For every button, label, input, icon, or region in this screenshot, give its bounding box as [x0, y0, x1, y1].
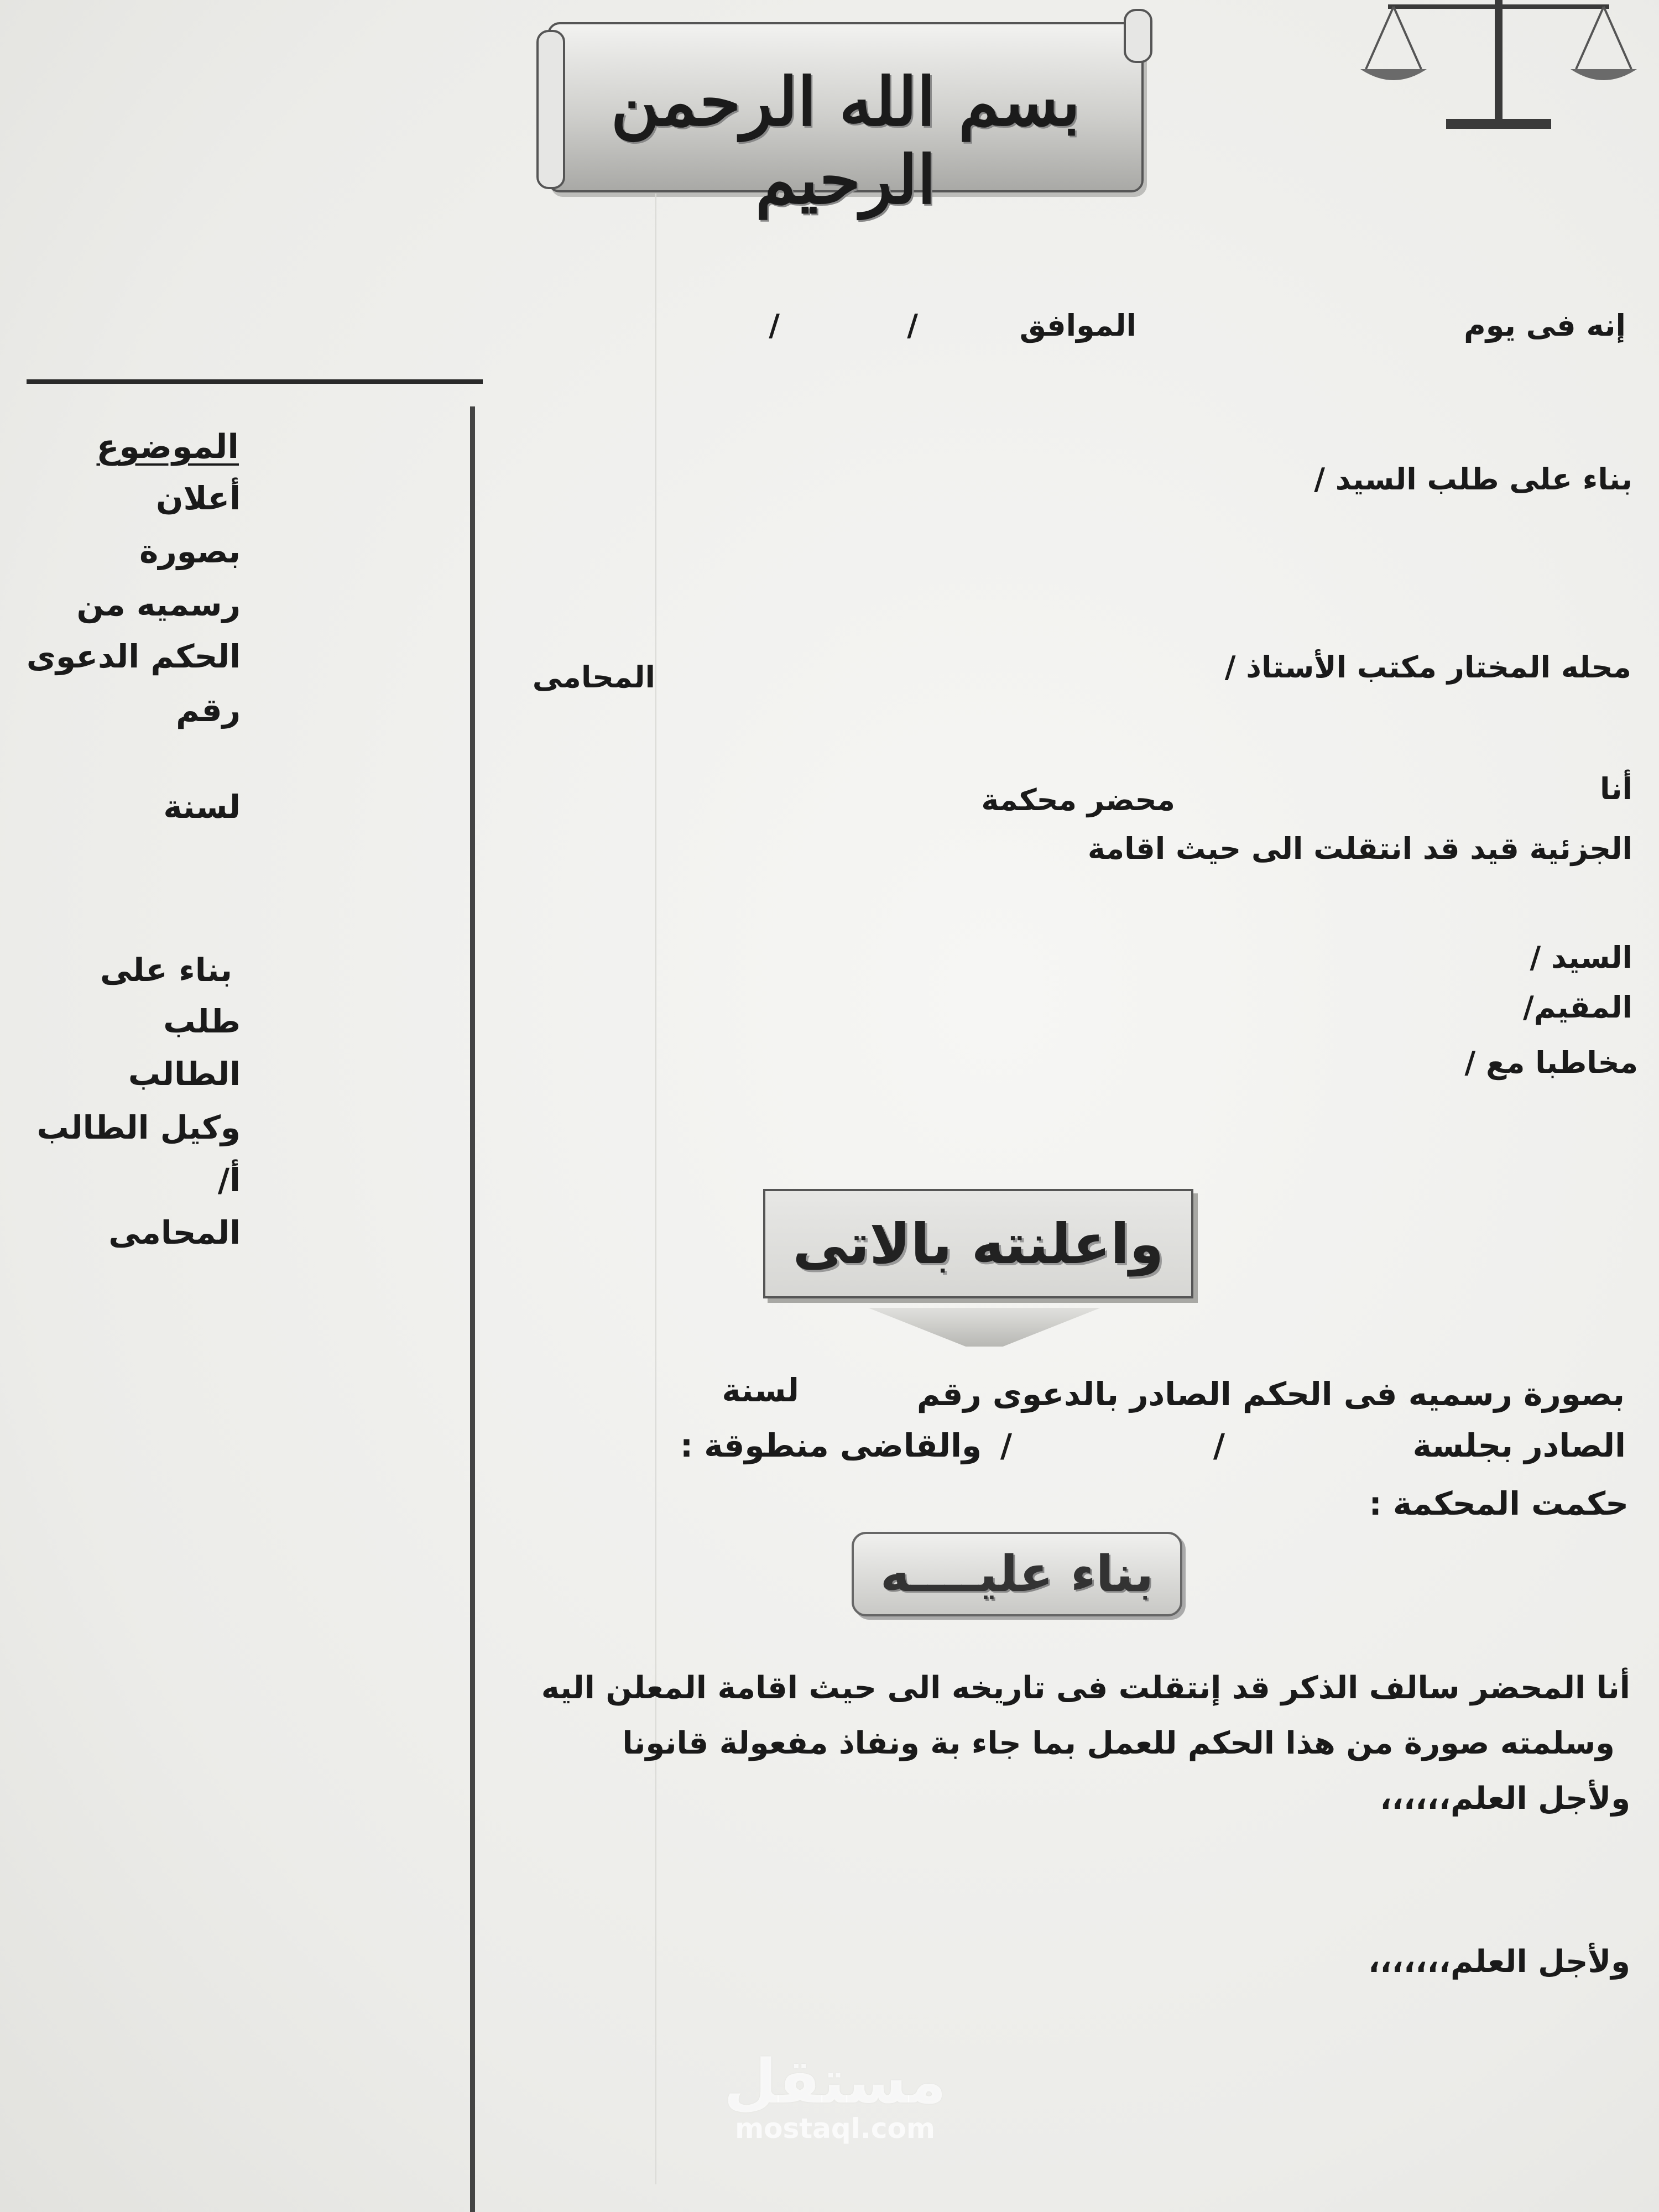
accordingly-box-label: بناء عليــــه [880, 1545, 1154, 1603]
sidebar-line: رقم [176, 691, 241, 729]
partial-court-line: الجزئية قيد قد انتقلت الى حيث اقامة [1087, 831, 1632, 866]
corresponding-label: الموافق [1019, 308, 1136, 343]
down-arrow-icon [868, 1308, 1100, 1347]
accordingly-box [852, 1532, 1182, 1616]
sidebar-divider [470, 406, 475, 2212]
copy-line-2: الصادر بجلسة [1412, 1427, 1626, 1464]
closing-line-3: ولأجل العلم،،،،،، [1380, 1781, 1630, 1817]
office-line: محله المختار مكتب الأستاذ / [1224, 650, 1631, 685]
date-label: إنه فى يوم [1464, 308, 1626, 343]
basmala-scroll [547, 22, 1144, 219]
copy-line-2-slash: / [1213, 1427, 1225, 1464]
date-slash: / [769, 308, 780, 343]
date-slash: / [907, 308, 918, 343]
scales-of-justice-icon [1355, 0, 1642, 133]
lawyer-label: المحامى [532, 660, 655, 695]
copy-line-2-ruling: والقاضى منطوقة : [680, 1427, 982, 1464]
announce-box-label: واعلنته بالاتى [792, 1211, 1164, 1276]
basmala-text: بسم الله الرحمن الرحيم [611, 63, 1081, 219]
sidebar-line: بصورة [139, 533, 241, 570]
sidebar-request-line: طلب [163, 1003, 241, 1040]
mister-label: السيد / [1530, 940, 1632, 975]
sidebar-request-line: وكيل الطالب [36, 1109, 241, 1146]
scroll-curl-right [1124, 9, 1152, 63]
copy-line-1-year: لسنة [722, 1371, 799, 1409]
watermark [719, 2046, 951, 2145]
request-line: بناء على طلب السيد / [1314, 462, 1632, 497]
sidebar-line: أعلان [155, 479, 241, 517]
sidebar-request-line: الطالب [128, 1055, 241, 1093]
copy-line-1: بصورة رسميه فى الحكم الصادر بالدعوى رقم [916, 1375, 1625, 1413]
sidebar-request-line: بناء على [100, 951, 232, 989]
sidebar-line: الحكم الدعوى [26, 638, 241, 675]
sidebar-line: رسميه من [76, 586, 241, 623]
announce-box [763, 1189, 1193, 1298]
sidebar-top-rule [27, 379, 483, 384]
copy-line-2-slash: / [1000, 1427, 1012, 1464]
closing-line-2: وسلمته صورة من هذا الحكم للعمل بما جاء بة ونفاذ مفعولة قانونا [622, 1725, 1615, 1761]
resident-label: المقيم/ [1523, 990, 1632, 1025]
fold-line [655, 194, 656, 2184]
i-am-label: أنا [1599, 771, 1632, 806]
copy-line-3: حكمت المحكمة : [1369, 1485, 1629, 1522]
sidebar-subject-title: الموضوع [96, 427, 239, 466]
court-clerk-label: محضر محكمة [981, 782, 1175, 817]
addressing-label: مخاطبا مع / [1464, 1045, 1638, 1080]
closing-line-1: أنا المحضر سالف الذكر قد إنتقلت فى تاريخه الى حيث اقامة المعلن اليه [541, 1670, 1630, 1706]
closing-line-4: ولأجل العلم،،،،،،، [1368, 1944, 1630, 1980]
sidebar-request-line: أ/ [217, 1161, 241, 1199]
sidebar-request-line: المحامى [108, 1214, 241, 1251]
watermark-arabic: مستقل [723, 2046, 947, 2117]
watermark-latin: mostaql.com [735, 2112, 935, 2145]
sidebar-line: لسنة [163, 788, 241, 826]
